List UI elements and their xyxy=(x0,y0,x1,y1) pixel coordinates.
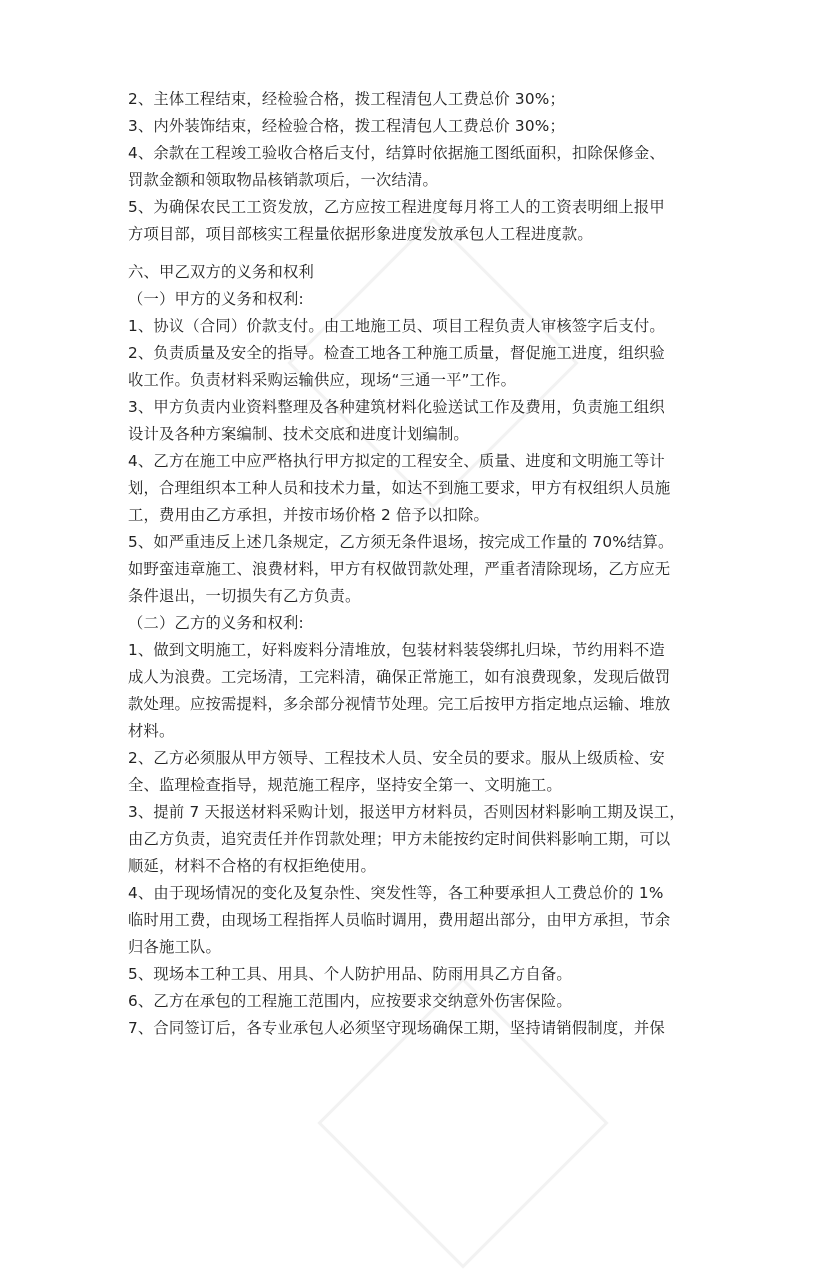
text-line: 设计及各种方案编制、技术交底和进度计划编制。 xyxy=(128,425,469,443)
text-line: 材料。 xyxy=(128,722,175,740)
text-line: 归各施工队。 xyxy=(128,938,221,956)
text-line: 临时用工费，由现场工程指挥人员临时调用，费用超出部分，由甲方承担，节余 xyxy=(128,911,671,929)
text-line: 由乙方负责，追究责任并作罚款处理；甲方未能按约定时间供料影响工期，可以 xyxy=(128,830,671,848)
text-line: 顺延，材料不合格的有权拒绝使用。 xyxy=(128,857,376,875)
text-line: 5、如严重违反上述几条规定，乙方须无条件退场，按完成工作量的 70%结算。 xyxy=(128,533,674,551)
text-line: 1、协议（合同）价款支付。由工地施工员、项目工程负责人审核签字后支付。 xyxy=(128,317,665,335)
text-line: 5、现场本工种工具、用具、个人防护用品、防雨用具乙方自备。 xyxy=(128,965,572,983)
text-line: 7、合同签订后，各专业承包人必须坚守现场确保工期，坚持请销假制度，并保 xyxy=(128,1019,665,1037)
text-line: 2、主体工程结束，经检验合格，拨工程清包人工费总价 30%； xyxy=(128,90,566,108)
text-line: 如野蛮违章施工、浪费材料，甲方有权做罚款处理，严重者清除现场，乙方应无 xyxy=(128,560,671,578)
text-line: 成人为浪费。工完场清，工完料清，确保正常施工，如有浪费现象，发现后做罚 xyxy=(128,668,671,686)
text-line: 工，费用由乙方承担，并按市场价格 2 倍予以扣除。 xyxy=(128,506,489,524)
text-line: 2、负责质量及安全的指导。检查工地各工种施工质量，督促施工进度，组织验 xyxy=(128,344,665,362)
text-line: 条件退出，一切损失有乙方负责。 xyxy=(128,587,361,605)
text-line: 2、乙方必须服从甲方领导、工程技术人员、安全员的要求。服从上级质检、安 xyxy=(128,749,665,767)
text-line: 4、余款在工程竣工验收合格后支付，结算时依据施工图纸面积，扣除保修金、 xyxy=(128,144,665,162)
text-line: 3、甲方负责内业资料整理及各种建筑材料化验送试工作及费用，负责施工组织 xyxy=(128,398,665,416)
text-line: 全、监理检查指导，规范施工程序，坚持安全第一、文明施工。 xyxy=(128,776,562,794)
text-line: 5、为确保农民工工资发放，乙方应按工程进度每月将工人的工资表明细上报甲 xyxy=(128,198,665,216)
text-line: 1、做到文明施工，好料废料分清堆放，包装材料装袋绑扎归垛，节约用料不造 xyxy=(128,641,665,659)
text-line: 方项目部，项目部核实工程量依据形象进度发放承包人工程进度款。 xyxy=(128,225,593,243)
document-page xyxy=(128,86,718,1042)
text-line: 收工作。负责材料采购运输供应，现场“三通一平”工作。 xyxy=(128,371,517,389)
section-heading: 六、甲乙双方的义务和权利 xyxy=(128,263,314,281)
text-line: 4、由于现场情况的变化及复杂性、突发性等，各工种要承担人工费总价的 1% xyxy=(128,884,664,902)
subsection-heading: （二）乙方的义务和权利: xyxy=(128,614,304,632)
text-line: 4、乙方在施工中应严格执行甲方拟定的工程安全、质量、进度和文明施工等计 xyxy=(128,452,665,470)
text-line: 6、乙方在承包的工程施工范围内，应按要求交纳意外伤害保险。 xyxy=(128,992,572,1010)
text-line: 罚款金额和领取物品核销款项后，一次结清。 xyxy=(128,171,438,189)
text-line: 3、提前 7 天报送材料采购计划，报送甲方材料员，否则因材料影响工期及误工， xyxy=(128,803,685,821)
text-line: 划，合理组织本工种人员和技术力量，如达不到施工要求，甲方有权组织人员施 xyxy=(128,479,671,497)
text-line: 款处理。应按需提料，多余部分视情节处理。完工后按甲方指定地点运输、堆放 xyxy=(128,695,671,713)
subsection-heading: （一）甲方的义务和权利: xyxy=(128,290,304,308)
text-line: 3、内外装饰结束，经检验合格，拨工程清包人工费总价 30%； xyxy=(128,117,566,135)
